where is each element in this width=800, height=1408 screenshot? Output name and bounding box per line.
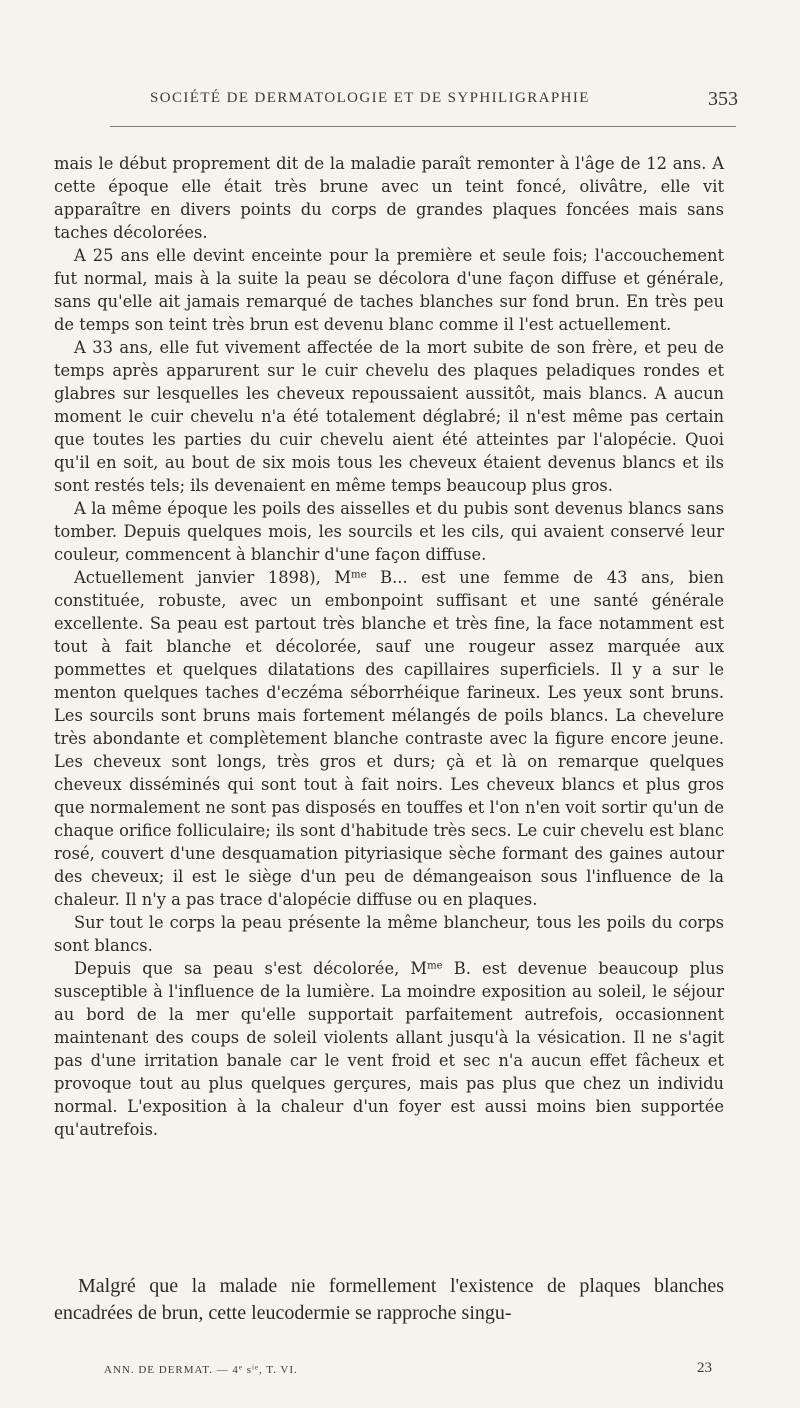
paragraph: [54, 957, 724, 1141]
running-title: SOCIÉTÉ DE DERMATOLOGIE ET DE SYPHILIGRAPHIE: [150, 90, 590, 106]
closing-paragraph: Malgré que la malade nie formellement l'existence de plaques blanches encadrées de brun, cette leucodermie se rapproche singu-: [54, 1275, 724, 1324]
paragraph: A la même époque les poils des aisselles et du pubis sont devenus blancs sans tomber. Depuis quelques mois, les sourcils et les cils, qui avaient conservé leur couleur, commencent à blanchir d'une façon diffuse.: [54, 499, 724, 564]
paragraph: A 25 ans elle devint enceinte pour la première et seule fois; l'accouchement fut normal, mais à la suite la peau se décolora d'une façon diffuse et générale, sans qu'elle ait jamais remarqué de taches blanches sur fond brun. En très peu de temps son teint très brun est devenu blanc comme il l'est actuellement.: [54, 246, 724, 334]
paragraph-text: Actuellement janvier 1898), M: [74, 568, 352, 587]
journal-text: , T. VI.: [258, 1364, 298, 1376]
paragraph-text: B. est devenue beaucoup plus susceptible à l'influence de la lumière. La moindre exposition au soleil, le séjour au bord de la mer qu'elle supportait parfaitement autrefois, occasionnent maintenant des coups de soleil violents allant jusqu'à la vésication. Il ne s'agit pas d'une irritation banale car le vent froid et sec n'a aucun effet fâcheux et provoque tout au plus quelques gerçures, mais pas plus que chez un individu normal. L'exposition à la chaleur d'un foyer est aussi moins bien supportée qu'autrefois.: [54, 959, 724, 1139]
journal-reference: [104, 1364, 298, 1376]
journal-text: s: [242, 1364, 252, 1376]
superscript: me: [351, 569, 367, 581]
journal-text: ANN. DE DERMAT. — 4: [104, 1364, 239, 1376]
paragraph: Sur tout le corps la peau présente la même blancheur, tous les poils du corps sont blancs.: [54, 913, 724, 955]
paragraph-text: Depuis que sa peau s'est décolorée, M: [74, 959, 428, 978]
paragraph: A 33 ans, elle fut vivement affectée de la mort subite de son frère, et peu de temps après apparurent sur le cuir chevelu des plaques peladiques rondes et glabres sur lesquelles les cheveux repoussaient aussitôt, mais blancs. A aucun moment le cuir chevelu n'a été totalement déglabré; il n'est même pas certain que toutes les parties du cuir chevelu aient été atteintes par l'alopécie. Quoi qu'il en soit, au bout de six mois tous les cheveux étaient devenus blancs et ils sont restés tels; ils devenaient en même temps beaucoup plus gros.: [54, 338, 724, 495]
running-header: [54, 88, 738, 118]
signature-mark: 23: [697, 1360, 712, 1376]
paragraph-text: B... est une femme de 43 ans, bien constituée, robuste, avec un embonpoint suffisant et une santé générale excellente. Sa peau est partout très blanche et très fine, la face notamment est tout à fait blanche et décolorée, sauf une rougeur assez marquée aux pommettes et quelques dilatations des capillaires superficiels. Il y a sur le menton quelques taches d'eczéma séborrhéique farineux. Les yeux sont bruns. Les sourcils sont bruns mais fortement mélangés de poils blancs. La chevelure très abondante et complètement blanche contraste avec la figure encore jeune. Les cheveux sont longs, très gros et durs; çà et là on remarque quelques cheveux disséminés qui sont tout à fait noirs. Les cheveux blancs et plus gros que normalement ne sont pas disposés en touffes et l'on n'en voit sortir qu'un de chaque orifice folliculaire; ils sont d'habitude très secs. Le cuir chevelu est blanc rosé, couvert d'une desquamation pityriasique sèche formant des gaines autour des cheveux; il est le siège d'un peu de démangeaison sous l'influence de la chaleur. Il n'y a pas trace d'alopécie diffuse ou en plaques.: [54, 568, 724, 909]
superscript: me: [427, 960, 443, 972]
paragraph: [54, 566, 724, 911]
page-number: 353: [708, 88, 738, 110]
superscript: e: [238, 1364, 243, 1372]
paragraph: mais le début proprement dit de la maladie paraît remonter à l'âge de 12 ans. A cette époque elle était très brune avec un teint foncé, olivâtre, elle vit apparaître en divers points du corps de grandes plaques foncées mais sans taches décolorées.: [54, 154, 724, 242]
body-text: [54, 152, 724, 1141]
header-rule: [110, 126, 736, 127]
superscript: ie: [251, 1364, 259, 1372]
